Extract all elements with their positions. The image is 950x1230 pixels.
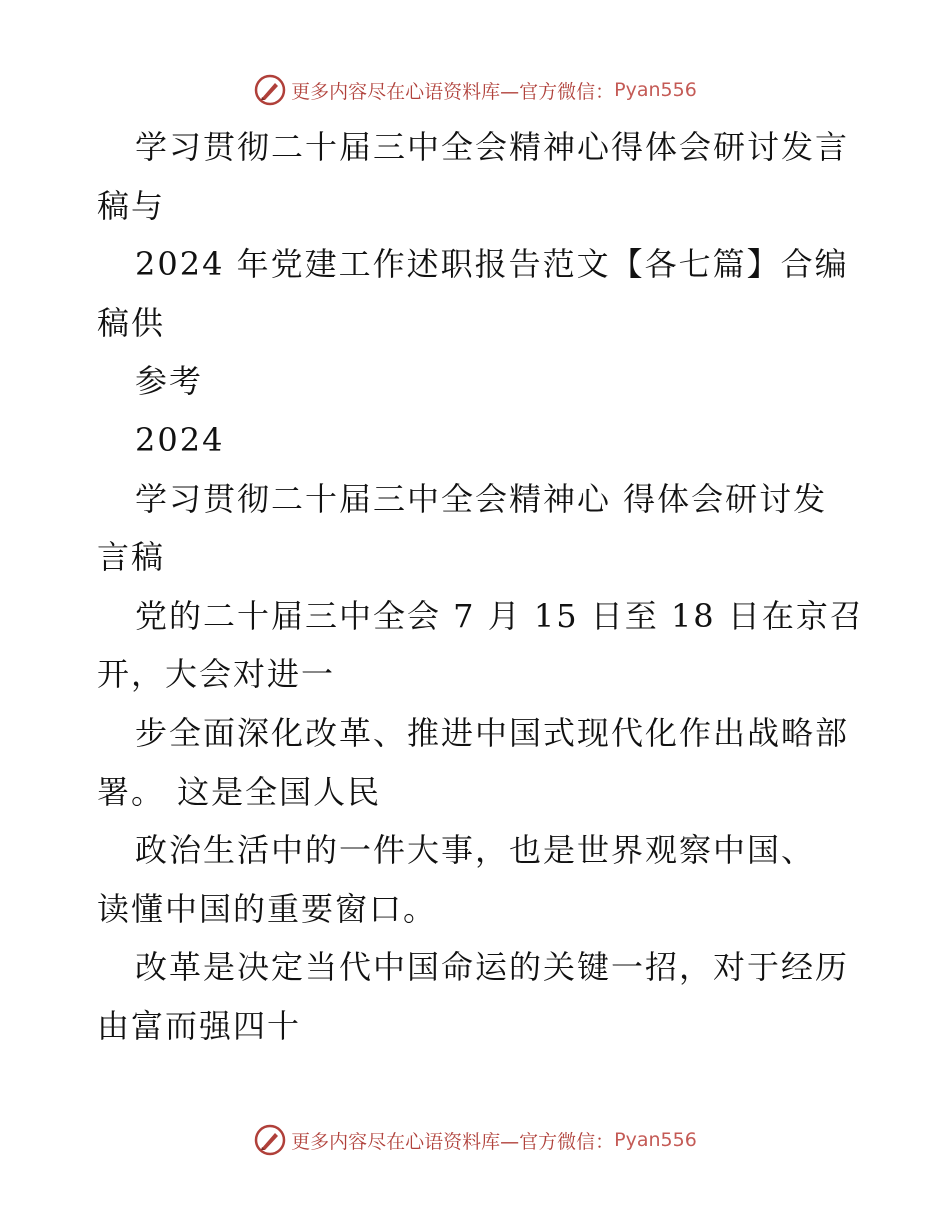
- paragraph-line: 改革是决定当代中国命运的关键一招，对于经历: [135, 948, 850, 987]
- paragraph-line: 由富而强四十: [97, 1006, 302, 1045]
- pen-logo-icon: [253, 1123, 287, 1157]
- watermark-text: 更多内容尽在心语资料库—官方微信：: [291, 80, 615, 103]
- paragraph-line: 政治生活中的一件大事，也是世界观察中国、: [135, 831, 816, 870]
- title-line: 学习贯彻二十届三中全会精神心得体会研讨发言: [135, 128, 850, 166]
- section-year: 2024: [135, 420, 225, 459]
- section-heading: 学习贯彻二十届三中全会精神心 得体会研讨发: [135, 479, 828, 518]
- title-line: 稿供: [97, 303, 166, 342]
- pen-logo-icon: [253, 73, 287, 107]
- paragraph-line: 步全面深化改革、推进中国式现代化作出战略部: [135, 713, 850, 752]
- title-line: 2024 年党建工作述职报告范文【各七篇】合编: [135, 245, 849, 284]
- title-line: 稿与: [97, 186, 166, 225]
- document-body: [97, 118, 864, 1056]
- paragraph-line: 读懂中国的重要窗口。: [97, 889, 438, 928]
- watermark-text: 更多内容尽在心语资料库—官方微信：: [291, 1130, 615, 1153]
- header-watermark: [0, 70, 950, 110]
- section-heading: 言稿: [97, 538, 166, 577]
- title-line: 参考: [135, 362, 204, 401]
- watermark-contact: Pyan556: [614, 79, 697, 101]
- paragraph-line: 党的二十届三中全会 7 月 15 日至 18 日在京召: [135, 596, 864, 635]
- footer-watermark: [0, 1120, 950, 1160]
- watermark-contact: Pyan556: [614, 1129, 697, 1151]
- paragraph-line: 开，大会对进一: [97, 655, 336, 694]
- paragraph-line: 署。 这是全国人民: [97, 772, 382, 811]
